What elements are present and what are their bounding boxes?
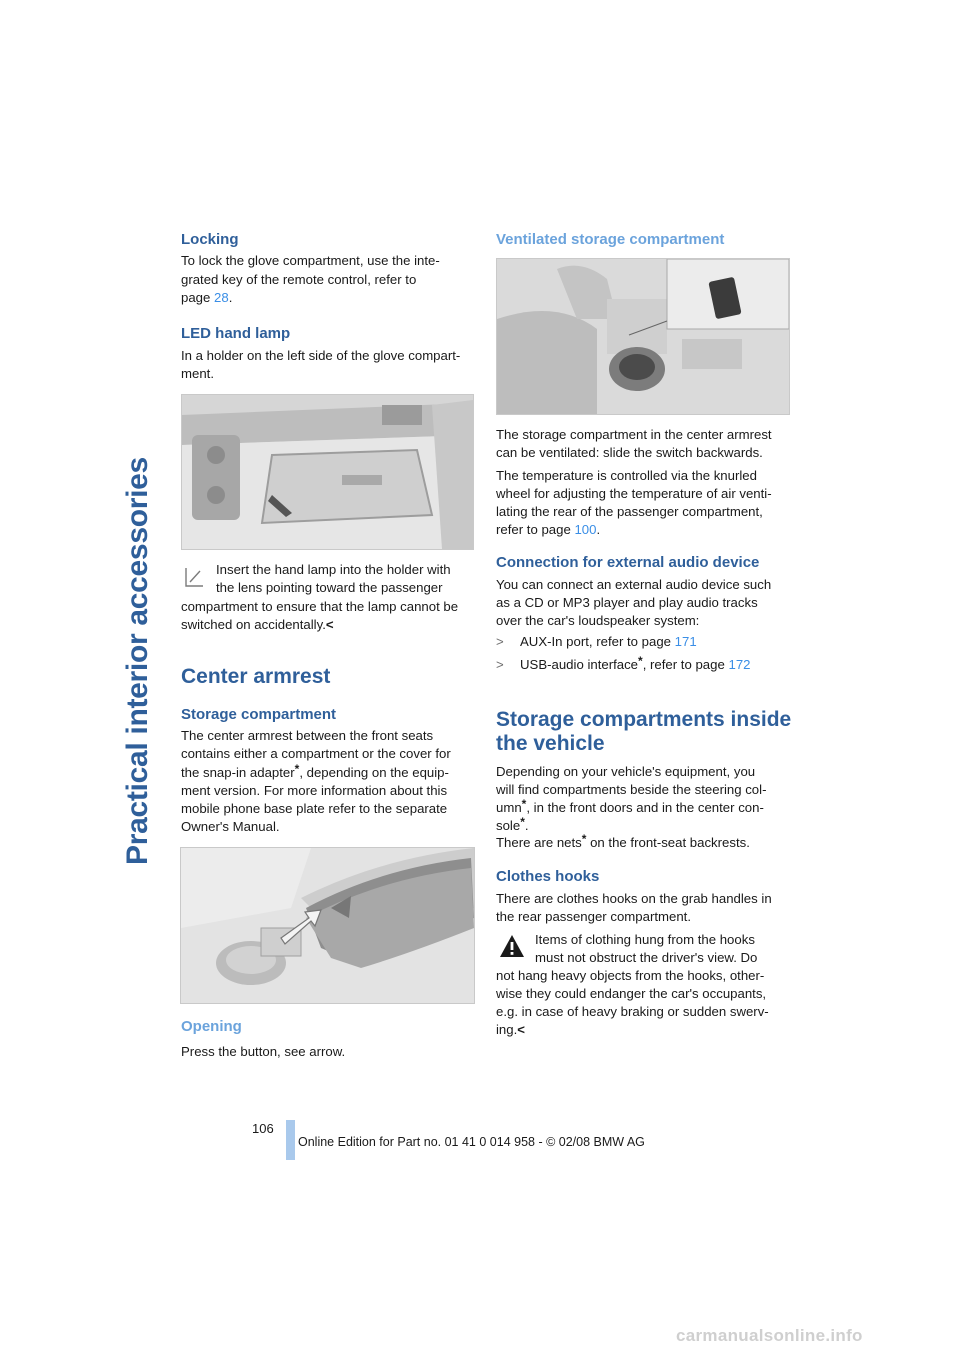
audio-text-3: over the car's loudspeaker system: <box>496 613 700 628</box>
storage-text-2: contains either a compartment or the cover for <box>181 746 451 761</box>
ventilated-text-5: lating the rear of the passenger compartment, <box>496 504 763 519</box>
heading-center-armrest: Center armrest <box>181 665 331 688</box>
heading-storage-compartment: Storage compartment <box>181 706 337 723</box>
locking-text-1: To lock the glove compartment, use the inte- <box>181 253 440 268</box>
note-icon <box>183 566 205 588</box>
clothes-warn-3: not hang heavy objects from the hooks, other- <box>496 968 765 983</box>
led-note-2: the lens pointing toward the passenger <box>216 580 443 595</box>
heading-ventilated-storage: Ventilated storage compartment <box>496 231 725 248</box>
inside-text-4: sole*. <box>496 815 529 833</box>
ventilated-text-1: The storage compartment in the center armrest <box>496 427 772 442</box>
storage-text-5: mobile phone base plate refer to the separate <box>181 801 448 816</box>
clothes-warn-2: must not obstruct the driver's view. Do <box>535 950 758 965</box>
clothes-warn-4: wise they could endanger the car's occupants, <box>496 986 767 1001</box>
audio-text-1: You can connect an external audio device such <box>496 577 772 592</box>
led-note-4: switched on accidentally.< <box>181 617 334 632</box>
footer-edition-text: Online Edition for Part no. 01 41 0 014 958 - © 02/08 BMW AG <box>298 1135 645 1149</box>
inside-text-5: There are nets* on the front-seat backrests. <box>496 832 750 850</box>
center-armrest-photo <box>180 847 475 1004</box>
ventilated-text-3: The temperature is controlled via the knurled <box>496 468 757 483</box>
side-section-title <box>113 225 163 865</box>
ventilated-text-4: wheel for adjusting the temperature of air venti- <box>496 486 772 501</box>
side-title-text: Practical interior accessories <box>121 457 154 865</box>
heading-storage-inside: Storage compartments inside the vehicle <box>496 708 792 755</box>
page-number: 106 <box>252 1121 274 1136</box>
warning-icon <box>499 934 525 958</box>
page-link-172[interactable]: 172 <box>728 657 751 672</box>
storage-text-6: Owner's Manual. <box>181 819 280 834</box>
bullet-usb-audio: > USB-audio interface*, refer to page 172 <box>496 654 751 672</box>
heading-external-audio: Connection for external audio device <box>496 554 760 571</box>
footer-accent-bar <box>286 1120 295 1160</box>
led-text-2: ment. <box>181 366 214 381</box>
glove-compartment-photo <box>181 394 474 550</box>
led-text-1: In a holder on the left side of the glove compart- <box>181 348 461 363</box>
heading-clothes-hooks: Clothes hooks <box>496 868 600 885</box>
clothes-text-1: There are clothes hooks on the grab handles in <box>496 891 772 906</box>
clothes-warn-5: e.g. in case of heavy braking or sudden swerv- <box>496 1004 769 1019</box>
storage-text-1: The center armrest between the front seats <box>181 728 434 743</box>
clothes-warn-6: ing.< <box>496 1022 525 1037</box>
clothes-text-2: the rear passenger compartment. <box>496 909 691 924</box>
locking-text-2: grated key of the remote control, refer to <box>181 272 417 287</box>
led-note-1: Insert the hand lamp into the holder with <box>216 562 451 577</box>
page-link-28[interactable]: 28 <box>214 290 229 305</box>
audio-text-2: as a CD or MP3 player and play audio tracks <box>496 595 758 610</box>
ventilated-storage-photo <box>496 258 790 415</box>
storage-text-4: ment version. For more information about this <box>181 783 448 798</box>
page-link-100[interactable]: 100 <box>574 522 597 537</box>
heading-opening: Opening <box>181 1018 242 1035</box>
opening-text: Press the button, see arrow. <box>181 1044 346 1059</box>
inside-text-2: will find compartments beside the steering col- <box>496 782 767 797</box>
heading-led-hand-lamp: LED hand lamp <box>181 325 291 342</box>
ventilated-text-6: refer to page 100. <box>496 522 601 537</box>
inside-text-1: Depending on your vehicle's equipment, you <box>496 764 756 779</box>
led-note-3: compartment to ensure that the lamp cannot be <box>181 599 459 614</box>
locking-text-3: page 28. <box>181 290 233 305</box>
bullet-aux-in: > AUX-In port, refer to page 171 <box>496 634 697 649</box>
heading-locking: Locking <box>181 231 239 248</box>
watermark: carmanualsonline.info <box>676 1326 863 1345</box>
page-link-171[interactable]: 171 <box>674 634 697 649</box>
clothes-warn-1: Items of clothing hung from the hooks <box>535 932 755 947</box>
storage-text-3: the snap-in adapter*, depending on the equip- <box>181 762 449 780</box>
inside-text-3: umn*, in the front doors and in the center con- <box>496 797 764 815</box>
ventilated-text-2: can be ventilated: slide the switch backwards. <box>496 445 763 460</box>
